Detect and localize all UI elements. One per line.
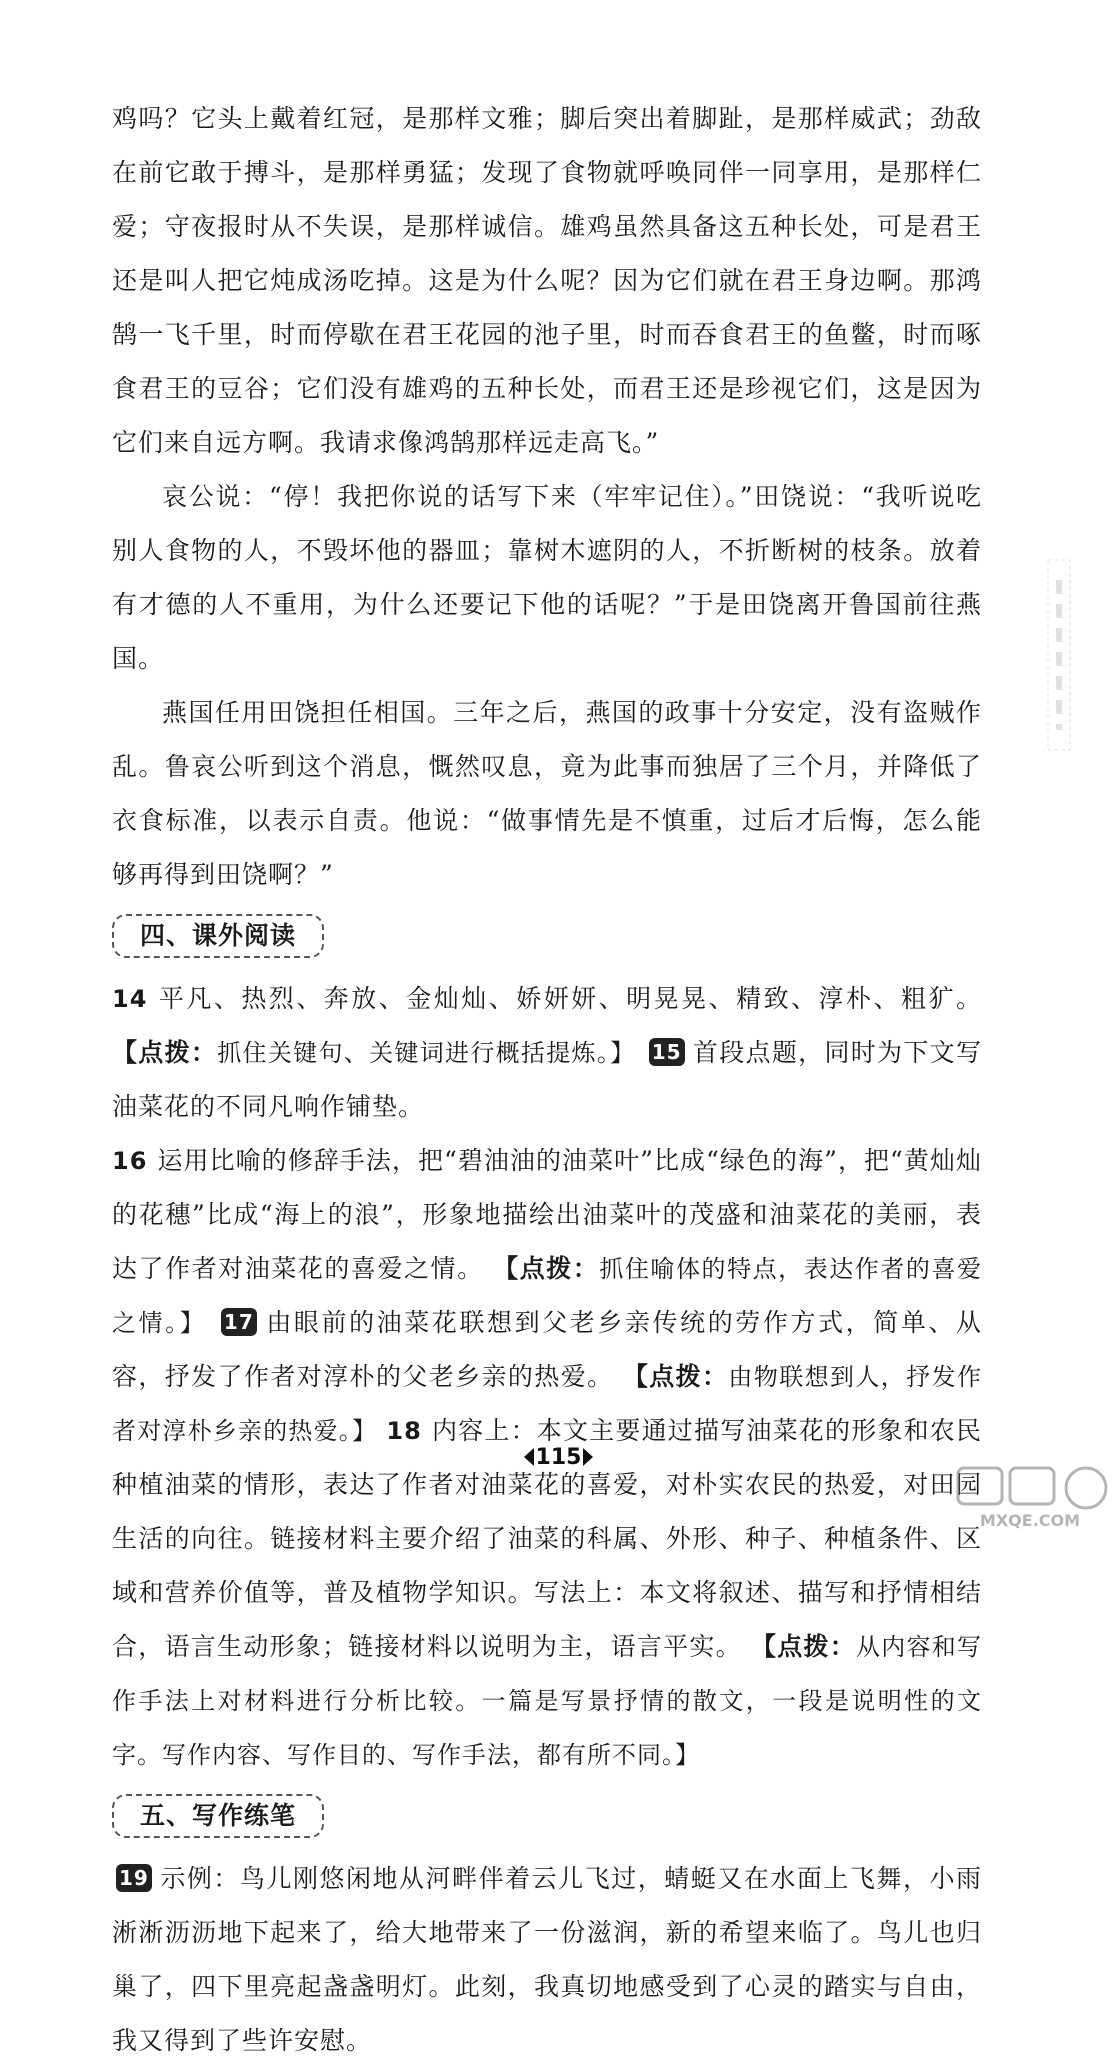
question-19-number: 19: [116, 1864, 152, 1892]
question-14-number: 14: [112, 985, 148, 1013]
question-17-answer: 由眼前的油菜花联想到父老乡亲传统的劳作方式，简单、从容，抒发了作者对淳朴的父老乡亲的热爱。: [112, 1308, 983, 1391]
watermark-logo-icon: [950, 1460, 1110, 1530]
story-paragraph-1: 鸡吗？它头上戴着红冠，是那样文雅；脚后突出着脚趾，是那样威武；劲敌在前它敢于搏斗，是那样勇猛；发现了食物就呼唤同伴一同享用，是那样仁爱；守夜报时从不失误，是那样诚信。雄鸡虽然具备这五种长处，可是君王还是叫人把它炖成汤吃掉。这是为什么呢？因为它们就在君王身边啊。那鸿鹄一飞千里，时而停歇在君王花园的池子里，时而吞食君王的鱼鳖，时而啄食君王的豆谷；它们没有雄鸡的五种长处，而君王还是珍视它们，这是因为它们来自远方啊。我请求像鸿鹄那样远走高飞。”: [112, 104, 982, 457]
answer-block-19: [112, 1852, 982, 2068]
side-stamp-icon: [1040, 550, 1080, 760]
hint-label: 【点拨：: [112, 1038, 218, 1067]
hint-text: 抓住关键句、关键词进行概括提炼。】: [217, 1039, 636, 1067]
page-content: [112, 92, 982, 2068]
question-18-answer: 内容上：本文主要通过描写油菜花的形象和农民种植油菜的情形，表达了作者对油菜花的喜爱，对朴实农民的热爱，对田园生活的向往。链接材料主要介绍了油菜的科属、外形、种子、种植条件、区域和营养价值等，普及植物学知识。写法上：本文将叙述、描写和抒情相结合，语言生动形象；链接材料以说明为主，语言平实。: [112, 1416, 982, 1661]
hint-label: 【点拨：: [622, 1362, 729, 1391]
page-prev-arrow-icon: [524, 1448, 534, 1466]
hint-label: 【点拨：: [493, 1254, 600, 1283]
question-15-answer: 首段点题，同时为下文写油菜花的不同凡响作铺垫。: [112, 1038, 982, 1121]
hint-text: 从内容和写作手法上对材料进行分析比较。一篇是写景抒情的散文，一段是说明性的文字。写作内容、写作目的、写作手法，都有所不同。】: [112, 1633, 983, 1769]
page-next-arrow-icon: [583, 1448, 593, 1466]
watermark-site-text: MXQE.COM: [979, 1511, 1081, 1530]
story-paragraph-2: 哀公说：“停！我把你说的话写下来（牢牢记住）。”田饶说：“我听说吃别人食物的人，不毁坏他的器皿；靠树木遮阴的人，不折断树的枝条。放着有才德的人不重用，为什么还要记下他的话呢？”于是田饶离开鲁国前往燕国。: [112, 482, 982, 673]
page-number-text: 115: [535, 1445, 582, 1470]
question-16-answer: 运用比喻的修辞手法，把“碧油油的油菜叶”比成“绿色的海”，把“黄灿灿的花穗”比成“海上的浪”，形象地描绘出油菜叶的茂盛和油菜花的美丽，表达了作者对油菜花的喜爱之情。: [112, 1146, 982, 1283]
question-19-answer: 示例：鸟儿刚悠闲地从河畔伴着云儿飞过，蜻蜓又在水面上飞舞，小雨淅淅沥沥地下起来了，给大地带来了一份滋润，新的希望来临了。鸟儿也归巢了，四下里亮起盏盏明灯。此刻，我真切地感受到了心灵的踏实与自由，我又得到了些许安慰。: [112, 1864, 982, 2055]
question-16-number: 16: [112, 1147, 148, 1175]
question-14-hint: [112, 1038, 635, 1067]
section-5-header: 五、写作练笔: [112, 1794, 324, 1838]
question-18-number: 18: [386, 1417, 422, 1445]
question-14-answer: 平凡、热烈、奔放、金灿灿、娇妍妍、明晃晃、精致、淳朴、粗犷。: [157, 984, 982, 1013]
hint-text: 由物联想到人，抒发作者对淳朴乡亲的热爱。】: [112, 1363, 982, 1445]
hint-text: 抓住喻体的特点，表达作者的喜爱之情。】: [112, 1255, 982, 1337]
hint-label: 【点拨：: [751, 1632, 857, 1661]
question-15-number: 15: [649, 1038, 685, 1066]
answer-block-14-15: [112, 972, 982, 1134]
story-paragraph-3: 燕国任用田饶担任相国。三年之后，燕国的政事十分安定，没有盗贼作乱。鲁哀公听到这个消息，慨然叹息，竟为此事而独居了三个月，并降低了衣食标准，以表示自责。他说：“做事情先是不慎重，过后才后悔，怎么能够再得到田饶啊？”: [112, 698, 982, 889]
question-17-number: 17: [221, 1308, 257, 1336]
section-4-header: 四、课外阅读: [112, 914, 324, 958]
